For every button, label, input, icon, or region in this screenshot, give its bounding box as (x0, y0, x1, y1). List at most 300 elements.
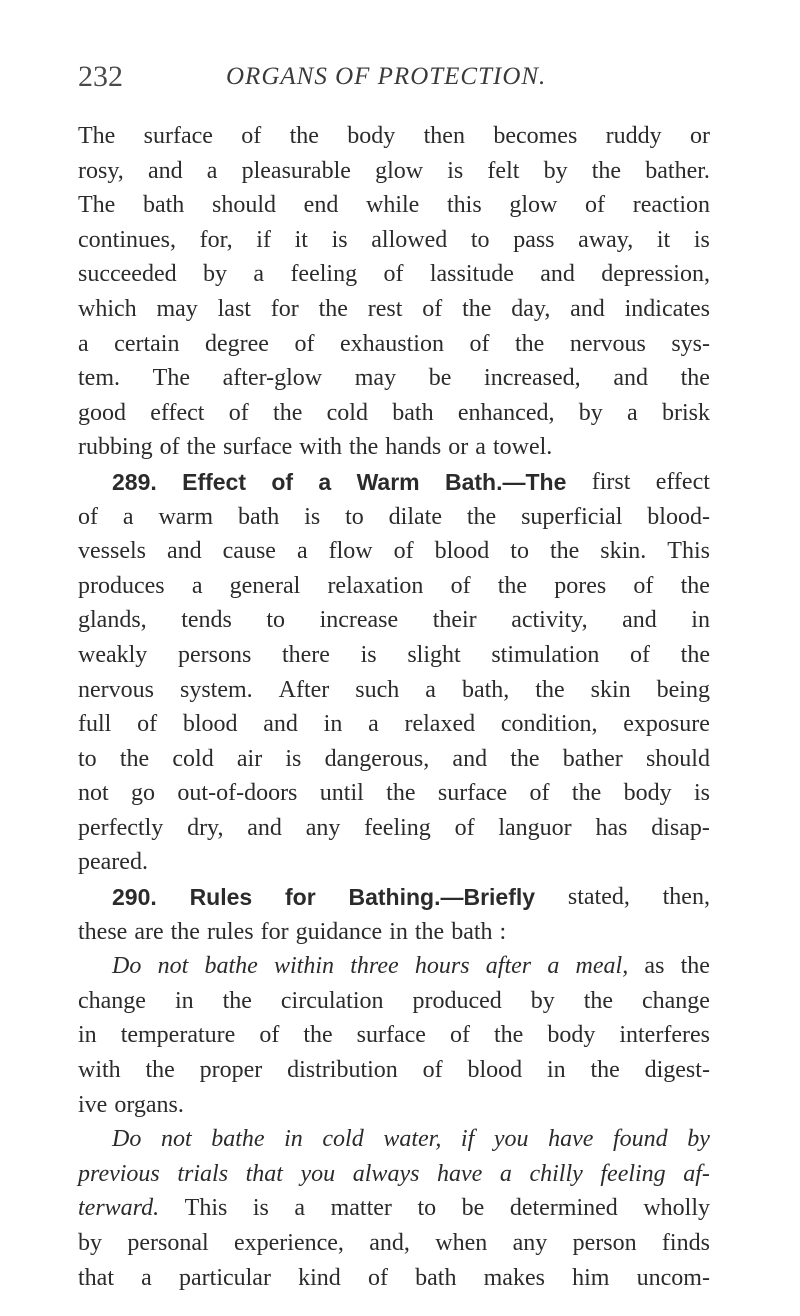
word: of (294, 330, 315, 357)
word: is (331, 226, 348, 253)
word: the (462, 295, 492, 322)
word: surface (223, 434, 293, 461)
word: and, (369, 1230, 410, 1256)
word: these (78, 918, 128, 945)
word: the (583, 987, 614, 1014)
word: then, (662, 884, 710, 911)
word: continues, (78, 226, 176, 253)
word: this (447, 192, 482, 219)
italic-word: have (548, 1126, 594, 1153)
word: degree (204, 330, 269, 357)
word: of (630, 641, 650, 668)
word: him (572, 1264, 610, 1291)
word: may (156, 295, 198, 322)
word: the (591, 157, 622, 184)
word: may (354, 365, 397, 392)
word: the (535, 676, 565, 703)
word: be (461, 1195, 485, 1222)
word: out-of-doors (177, 780, 298, 807)
word: is (360, 641, 377, 668)
word: a (296, 538, 308, 565)
word: or (689, 123, 710, 149)
word: of (137, 711, 158, 738)
italic-word: you (493, 1126, 529, 1153)
word: felt (487, 157, 520, 184)
word: and (452, 745, 488, 772)
italic-word: meal, (575, 953, 629, 980)
word: and (247, 814, 282, 841)
section-heading-word: of (271, 468, 294, 495)
section-heading-word: Bath.—The (444, 468, 567, 495)
word: rubbing (78, 434, 153, 461)
word: it (294, 226, 308, 253)
text-line (78, 1261, 710, 1296)
word: disap- (651, 814, 710, 841)
word: slight (407, 641, 461, 668)
word: superficial (521, 503, 623, 530)
word: of (78, 503, 98, 530)
word: blood- (647, 503, 710, 530)
word: a (78, 330, 89, 357)
word: the (186, 434, 216, 461)
word: surface (143, 123, 213, 149)
word: good (78, 399, 126, 426)
section-heading-word: Rules (189, 884, 253, 911)
word: a (368, 711, 379, 738)
word: the (514, 330, 545, 357)
text-line (78, 1018, 710, 1053)
text-line (78, 292, 710, 327)
word: the (680, 365, 710, 392)
word: change (78, 987, 146, 1014)
word: of (259, 1022, 280, 1049)
word: becomes (493, 123, 578, 149)
word: by (578, 399, 603, 426)
page-number: 232 (78, 60, 123, 93)
word: of (241, 123, 262, 149)
word: first (591, 468, 631, 495)
word: of (585, 192, 606, 219)
word: bather (562, 745, 623, 772)
italic-word: a (499, 1160, 512, 1187)
text-line (78, 845, 710, 880)
word: persons (177, 641, 252, 668)
word: the (303, 1022, 333, 1049)
word: it (656, 226, 671, 253)
word: are (134, 918, 164, 945)
word: that (78, 1264, 114, 1291)
section-heading-word: Warm (356, 468, 420, 495)
word: in (174, 987, 194, 1014)
word: and (167, 538, 202, 565)
text-line (78, 811, 710, 846)
word: a (122, 503, 134, 530)
word: of (469, 330, 490, 357)
text-line (78, 1226, 710, 1261)
word: not (78, 780, 109, 807)
word: cold (172, 745, 214, 772)
text-line (78, 742, 710, 777)
word: : (499, 918, 507, 945)
word: condition, (500, 711, 598, 738)
word: bath, (461, 676, 510, 703)
word: a (206, 157, 218, 184)
word: of (228, 399, 249, 426)
italic-word: by (687, 1126, 710, 1153)
word: should (211, 192, 276, 219)
word: warm (158, 503, 214, 530)
text-line (78, 119, 710, 154)
word: there (281, 641, 330, 668)
word: the (590, 1057, 620, 1084)
italic-word: three (350, 953, 399, 980)
section-heading-word: 289. (112, 468, 157, 495)
word: effect (655, 468, 710, 495)
italic-word: within (274, 953, 335, 980)
text-line (78, 430, 710, 465)
word: the (170, 918, 200, 945)
word: a (253, 261, 265, 288)
word: tends (181, 607, 232, 634)
word: until (319, 780, 364, 807)
word: The (152, 365, 190, 392)
word: makes (483, 1264, 545, 1291)
word: air (236, 745, 263, 772)
italic-word: not (157, 953, 189, 980)
text-line (78, 465, 710, 500)
word: in (78, 1022, 97, 1049)
italic-word: af- (683, 1160, 710, 1187)
word: certain (114, 330, 180, 357)
text-line (78, 327, 710, 362)
word: has (595, 814, 628, 841)
word: blood (434, 538, 490, 565)
word: stated, (567, 884, 630, 911)
word: hands (385, 434, 442, 461)
italic-word: Do (112, 953, 142, 980)
italic-word: chilly (529, 1160, 583, 1187)
word: if (256, 226, 271, 253)
word: is (252, 1195, 269, 1222)
word: The (78, 192, 116, 219)
word: cause (222, 538, 276, 565)
word: increased, (484, 365, 581, 392)
word: brisk (661, 399, 710, 426)
word: perfectly (78, 814, 164, 841)
text-line (78, 188, 710, 223)
text-line (78, 154, 710, 189)
word: glands, (78, 607, 147, 634)
word: —Briefly (440, 884, 536, 911)
word: the (680, 572, 710, 599)
text-line (78, 1053, 710, 1088)
word: depression, (601, 261, 710, 288)
word: the (493, 1022, 524, 1049)
word: change (642, 987, 710, 1014)
section-heading-word: for (285, 884, 316, 911)
italic-word: you (300, 1160, 336, 1187)
word: relaxed (404, 711, 476, 738)
word: with (78, 1057, 121, 1084)
word: particular (179, 1264, 271, 1291)
italic-word: not (160, 1126, 192, 1153)
word: glow (509, 192, 558, 219)
word: guidance (295, 918, 383, 945)
text-line (78, 1088, 710, 1123)
word: last (217, 295, 251, 322)
word: of (454, 814, 475, 841)
word: effect (150, 399, 205, 426)
word: After (278, 676, 330, 703)
word: bath (392, 399, 434, 426)
word: full (78, 711, 112, 738)
word: exposure (623, 711, 710, 738)
word: nervous (569, 330, 646, 357)
word: surface (356, 1022, 426, 1049)
word: is (693, 226, 710, 253)
word: bath (237, 503, 280, 530)
word: matter (330, 1195, 392, 1222)
text-line (78, 569, 710, 604)
word: to (78, 745, 97, 772)
word: of (383, 261, 404, 288)
word: when (435, 1230, 488, 1256)
word: a (475, 434, 486, 461)
word: dangerous, (324, 745, 430, 772)
word: of (633, 572, 654, 599)
word: bather. (645, 157, 710, 184)
word: exhaustion (339, 330, 444, 357)
word: of (159, 434, 180, 461)
word: the (680, 641, 710, 668)
word: cold (326, 399, 368, 426)
text-line (78, 880, 710, 915)
word: rest (367, 295, 403, 322)
word: a (191, 572, 203, 599)
word: of (367, 1264, 388, 1291)
word: nervous (78, 676, 154, 703)
italic-word: water, (383, 1126, 442, 1153)
word: the (680, 953, 710, 980)
italic-word: trials (177, 1160, 229, 1187)
word: ive (78, 1091, 108, 1118)
word: with (299, 434, 342, 461)
word: person (572, 1230, 637, 1256)
word: interferes (619, 1022, 710, 1049)
word: temperature (120, 1022, 236, 1049)
word: the (145, 1057, 175, 1084)
word: towel. (492, 434, 553, 461)
page-header (78, 60, 738, 100)
word: for (270, 295, 299, 322)
word: the (318, 295, 348, 322)
word: by (78, 1230, 102, 1256)
text-line (78, 707, 710, 742)
text-line (78, 223, 710, 258)
section-heading-word: Effect (182, 468, 247, 495)
word: in (389, 918, 408, 945)
word: body (547, 1022, 596, 1049)
word: is (447, 157, 464, 184)
italic-word: always (352, 1160, 420, 1187)
text-line (78, 949, 710, 984)
word: blood (467, 1057, 523, 1084)
word: in (546, 1057, 566, 1084)
word: weakly (78, 641, 148, 668)
word: pores (554, 572, 607, 599)
word: their (432, 607, 477, 634)
word: rosy, (78, 157, 124, 184)
word: the (273, 399, 303, 426)
italic-word: found (613, 1126, 668, 1153)
word: succeeded (78, 261, 177, 288)
word: for, (199, 226, 233, 253)
word: of (422, 1057, 443, 1084)
word: pleasurable (241, 157, 351, 184)
word: and (622, 607, 657, 634)
word: body (347, 123, 396, 149)
word: or (448, 434, 469, 461)
word: —The (502, 468, 567, 495)
word: distribution (287, 1057, 398, 1084)
word: go (131, 780, 156, 807)
word: to (266, 607, 286, 634)
word: peared. (78, 849, 148, 876)
word: the (510, 745, 540, 772)
word: finds (661, 1230, 710, 1256)
word: circulation (280, 987, 384, 1014)
word: personal (127, 1230, 209, 1256)
word: uncom- (636, 1264, 710, 1291)
word: the (414, 918, 445, 945)
word: organs. (114, 1091, 184, 1118)
italic-word: bathe (211, 1126, 265, 1153)
word: proper (199, 1057, 263, 1084)
word: kind (298, 1264, 341, 1291)
section-heading-word: Bathing.—Briefly (348, 884, 536, 911)
word: a (425, 676, 436, 703)
word: by (530, 987, 555, 1014)
word: be (428, 365, 452, 392)
word: of (449, 1022, 470, 1049)
word: produces (78, 572, 165, 599)
section-heading-word: a (318, 468, 332, 495)
word: should (645, 745, 710, 772)
italic-word: after (485, 953, 532, 980)
text-line (78, 915, 710, 950)
text-line (78, 1157, 710, 1192)
word: feeling (364, 814, 431, 841)
section-heading-word: 290. (112, 884, 157, 911)
word: enhanced, (457, 399, 555, 426)
word: the (497, 572, 528, 599)
word: by (203, 261, 227, 288)
word: to (510, 538, 529, 565)
italic-word: a (547, 953, 560, 980)
word: dilate (388, 503, 442, 530)
word: a (294, 1195, 306, 1222)
word: languor (498, 814, 572, 841)
word: a (627, 399, 638, 426)
word: to (417, 1195, 437, 1222)
italic-word: have (437, 1160, 483, 1187)
word: and (613, 365, 648, 392)
word: produced (412, 987, 502, 1014)
word: indicates (624, 295, 710, 322)
word: being (656, 676, 710, 703)
text-line (78, 638, 710, 673)
body-text (78, 119, 710, 1295)
word: sys- (671, 330, 710, 357)
italic-word: terward. (78, 1195, 160, 1222)
word: to (345, 503, 364, 530)
word: and (147, 157, 183, 184)
word: skin. (600, 538, 647, 565)
word: feeling (290, 261, 358, 288)
word: experience, (234, 1230, 344, 1256)
word: away, (578, 226, 634, 253)
word: pass (513, 226, 555, 253)
word: and (263, 711, 298, 738)
word: of (422, 295, 443, 322)
word: a (141, 1264, 152, 1291)
text-line (78, 1191, 710, 1226)
word: of (529, 780, 550, 807)
word: blood (182, 711, 238, 738)
word: and (540, 261, 575, 288)
word: system. (179, 676, 253, 703)
italic-word: that (245, 1160, 283, 1187)
word: the (119, 745, 150, 772)
text-line (78, 534, 710, 569)
word: lassitude (429, 261, 514, 288)
word: for (260, 918, 289, 945)
word: relaxation (327, 572, 424, 599)
word: This (667, 538, 710, 565)
italic-word: in (284, 1126, 303, 1153)
text-line (78, 603, 710, 638)
italic-word: previous (78, 1160, 160, 1187)
word: glow (375, 157, 424, 184)
word: of (450, 572, 471, 599)
word: the (549, 538, 580, 565)
word: the (348, 434, 379, 461)
text-line (78, 500, 710, 535)
italic-word: cold (322, 1126, 364, 1153)
word: and (570, 295, 605, 322)
word: bath (451, 918, 493, 945)
word: vessels (78, 538, 146, 565)
word: the (222, 987, 252, 1014)
text-line (78, 776, 710, 811)
word: tem. (78, 365, 120, 392)
word: any (512, 1230, 548, 1256)
word: increase (319, 607, 399, 634)
word: determined (509, 1195, 618, 1222)
word: body (623, 780, 672, 807)
word: the (386, 780, 416, 807)
word: surface (437, 780, 508, 807)
running-head: ORGANS OF PROTECTION. (226, 63, 547, 90)
word: to (470, 226, 490, 253)
word: such (355, 676, 400, 703)
word: end (303, 192, 339, 219)
word: which (78, 295, 137, 322)
text-line (78, 1122, 710, 1157)
text-line (78, 984, 710, 1019)
word: reaction (632, 192, 710, 219)
text-line (78, 257, 710, 292)
